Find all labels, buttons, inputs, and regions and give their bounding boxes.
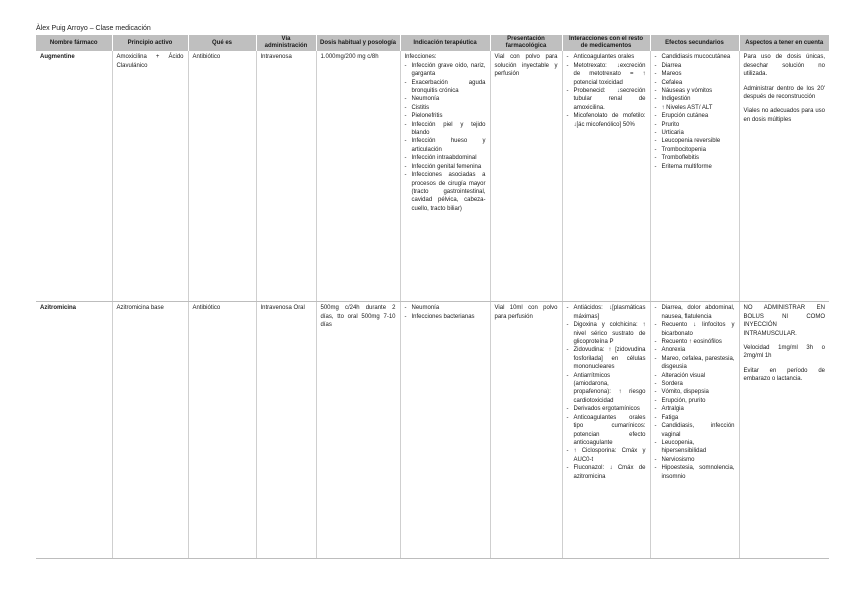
indication-list xyxy=(405,62,486,213)
drug-name: Augmentine xyxy=(36,51,112,302)
list-item: - Metotrexato: ↓excreción de metotrexato = ↑ potencial toxicidad xyxy=(567,62,646,87)
presentation: Vial con polvo para solución inyectable y perfusión xyxy=(490,51,562,302)
list-item: - Zidovudina: ↑ [zidovudina fosforilada] en células mononucleares xyxy=(567,346,646,371)
note-paragraph: NO ADMINISTRAR EN BOLUS NI COMO INYECCIÓN INTRAMUSCULAR. xyxy=(743,305,825,337)
active-ingredient: Amoxicilina + Ácido Clavulánico xyxy=(112,51,188,302)
list-item: - Antiácidos: ↓[plasmáticas máximas] xyxy=(567,304,646,321)
presentation: Vial 10ml con polvo para perfusión xyxy=(490,302,562,559)
indication-cell xyxy=(400,51,490,302)
list-item: - Leucopenia reversible xyxy=(655,137,735,145)
interactions-list xyxy=(567,304,646,481)
list-item: - Nerviosismo xyxy=(655,456,735,464)
notes-cell xyxy=(739,51,829,302)
route: Intravenosa Oral xyxy=(256,302,316,559)
list-item: - Exacerbación aguda bronquitis crónica xyxy=(405,79,486,96)
list-item: - Recuento ↓ linfocitos y bicarbonato xyxy=(655,321,735,338)
indication-intro: Infecciones: xyxy=(404,54,437,61)
list-item: - Erupción cutánea xyxy=(655,112,735,120)
col-header-nombre: Nombre fármaco xyxy=(36,35,112,51)
list-item: - Cefalea xyxy=(655,79,735,87)
list-item: - Eritema multiforme xyxy=(655,163,735,171)
col-header-aspectos: Aspectos a tener en cuenta xyxy=(739,35,829,51)
col-header-dosis: Dosis habitual y posología xyxy=(316,35,400,51)
drug-type: Antibiótico xyxy=(188,51,256,302)
side-effects-list xyxy=(655,53,735,171)
list-item: - Micofenolato de mofetilo: ↓[ác micofenólico] 50% xyxy=(567,112,646,129)
list-item: - Infección intraabdominal xyxy=(405,154,486,162)
list-item: - Alteración visual xyxy=(655,372,735,380)
medication-table xyxy=(36,35,829,559)
list-item: - Infección genital femenina xyxy=(405,163,486,171)
list-item: - Candidiasis, infección vaginal xyxy=(655,422,735,439)
note-paragraph: Administrar dentro de los 20' después de reconstrucción xyxy=(743,85,825,101)
interactions-list xyxy=(567,53,646,129)
col-header-interacciones: Interacciones con el resto de medicamentos xyxy=(562,35,650,51)
list-item: - Erupción, prurito xyxy=(655,397,735,405)
list-item: - Náuseas y vómitos xyxy=(655,87,735,95)
route: Intravenosa xyxy=(256,51,316,302)
note-paragraph: Velocidad 1mg/ml 3h o 2mg/ml 1h xyxy=(743,345,825,360)
list-item: - Prurito xyxy=(655,121,735,129)
list-item: - Neumonía xyxy=(405,304,486,312)
table-row xyxy=(36,51,829,302)
note-paragraph: Evitar en período de embarazo o lactancia. xyxy=(743,367,825,383)
list-item: - Hipoestesia, somnolencia, insomnio xyxy=(655,464,735,481)
list-item: - Pielonefritis xyxy=(405,112,486,120)
list-item: - Cistitis xyxy=(405,104,486,112)
list-item: - Vómito, dispepsia xyxy=(655,388,735,396)
list-item: - Recuento ↑ eosinófilos xyxy=(655,338,735,346)
side-effects-cell xyxy=(650,302,739,559)
list-item: - Sordera xyxy=(655,380,735,388)
list-item: - Mareo, cefalea, parestesia, disgeusia xyxy=(655,355,735,372)
table-row xyxy=(36,302,829,559)
list-item: - Infección hueso y articulación xyxy=(405,137,486,154)
col-header-principio: Principio activo xyxy=(112,35,188,51)
list-item: - Fluconazol: ↓ Cmáx de azitromicina xyxy=(567,464,646,481)
list-item: - Infecciones bacterianas xyxy=(405,313,486,321)
col-header-presentacion: Presentación farmacológica xyxy=(490,35,562,51)
page-header: Àlex Puig Arroyo – Clase medicación xyxy=(36,25,151,32)
indication-list xyxy=(405,304,486,321)
col-header-via: Vía administración xyxy=(256,35,316,51)
list-item: - Anticoagulantes orales xyxy=(567,53,646,61)
dosage: 500mg c/24h durante 2 días, tto oral 500mg 7-10 días xyxy=(316,302,400,559)
dosage: 1.000mg/200 mg c/8h xyxy=(316,51,400,302)
list-item: - Artralgia xyxy=(655,405,735,413)
list-item: - Tromboflebitis xyxy=(655,154,735,162)
list-item: - ↑ Ciclosporina: Cmáx y AUC0-t xyxy=(567,447,646,464)
drug-type: Antibiótico xyxy=(188,302,256,559)
list-item: - Derivados ergotamínicos xyxy=(567,405,646,413)
col-header-que-es: Qué es xyxy=(188,35,256,51)
list-item: - Probenecid: ↓secreción tubular renal de amoxicilina. xyxy=(567,87,646,112)
list-item: - Fatiga xyxy=(655,414,735,422)
list-item: - Antiarrítmicos (amiodarona, propafenona): ↑ riesgo cardiotoxicidad xyxy=(567,372,646,406)
indication-cell xyxy=(400,302,490,559)
list-item: - Digoxina y colchicina: ↑ nivel sérico sustrato de glicoproteína P xyxy=(567,321,646,346)
list-item: - Trombocitopenia xyxy=(655,146,735,154)
list-item: - Infección grave oído, nariz, garganta xyxy=(405,62,486,79)
list-item: - Candidiasis mucocutánea xyxy=(655,53,735,61)
list-item: - Diarrea xyxy=(655,62,735,70)
table-header-row xyxy=(36,35,829,51)
list-item: - Leucopenia, hipersensibilidad xyxy=(655,439,735,456)
list-item: - Neumonía xyxy=(405,95,486,103)
notes-cell xyxy=(739,302,829,559)
list-item: - Anticoagulantes orales tipo cumarínicos: potencian efecto anticoagulante xyxy=(567,414,646,448)
drug-name: Azitromicina xyxy=(36,302,112,559)
list-item: - Indigestión xyxy=(655,95,735,103)
list-item: - Infección piel y tejido blando xyxy=(405,121,486,138)
note-paragraph: Viales no adecuados para uso en dosis múltiples xyxy=(743,108,825,123)
note-paragraph: Para uso de dosis únicas, desechar solución no utilizada. xyxy=(743,54,825,78)
side-effects-list xyxy=(655,304,735,481)
active-ingredient: Azitromicina base xyxy=(112,302,188,559)
col-header-efectos: Efectos secundarios xyxy=(650,35,739,51)
list-item: - Diarrea, dolor abdominal, nausea, flatulencia xyxy=(655,304,735,321)
interactions-cell xyxy=(562,51,650,302)
col-header-indicacion: Indicación terapéutica xyxy=(400,35,490,51)
list-item: - Mareos xyxy=(655,70,735,78)
list-item: - Anorexia xyxy=(655,346,735,354)
list-item: - Urticaria xyxy=(655,129,735,137)
side-effects-cell xyxy=(650,51,739,302)
interactions-cell xyxy=(562,302,650,559)
list-item: - ↑ Niveles AST/ ALT xyxy=(655,104,735,112)
list-item: - Infecciones asociadas a procesos de cirugía mayor (tracto gastrointestinal, cavidad pélvica, cabeza-cuello, tracto biliar) xyxy=(405,171,486,213)
